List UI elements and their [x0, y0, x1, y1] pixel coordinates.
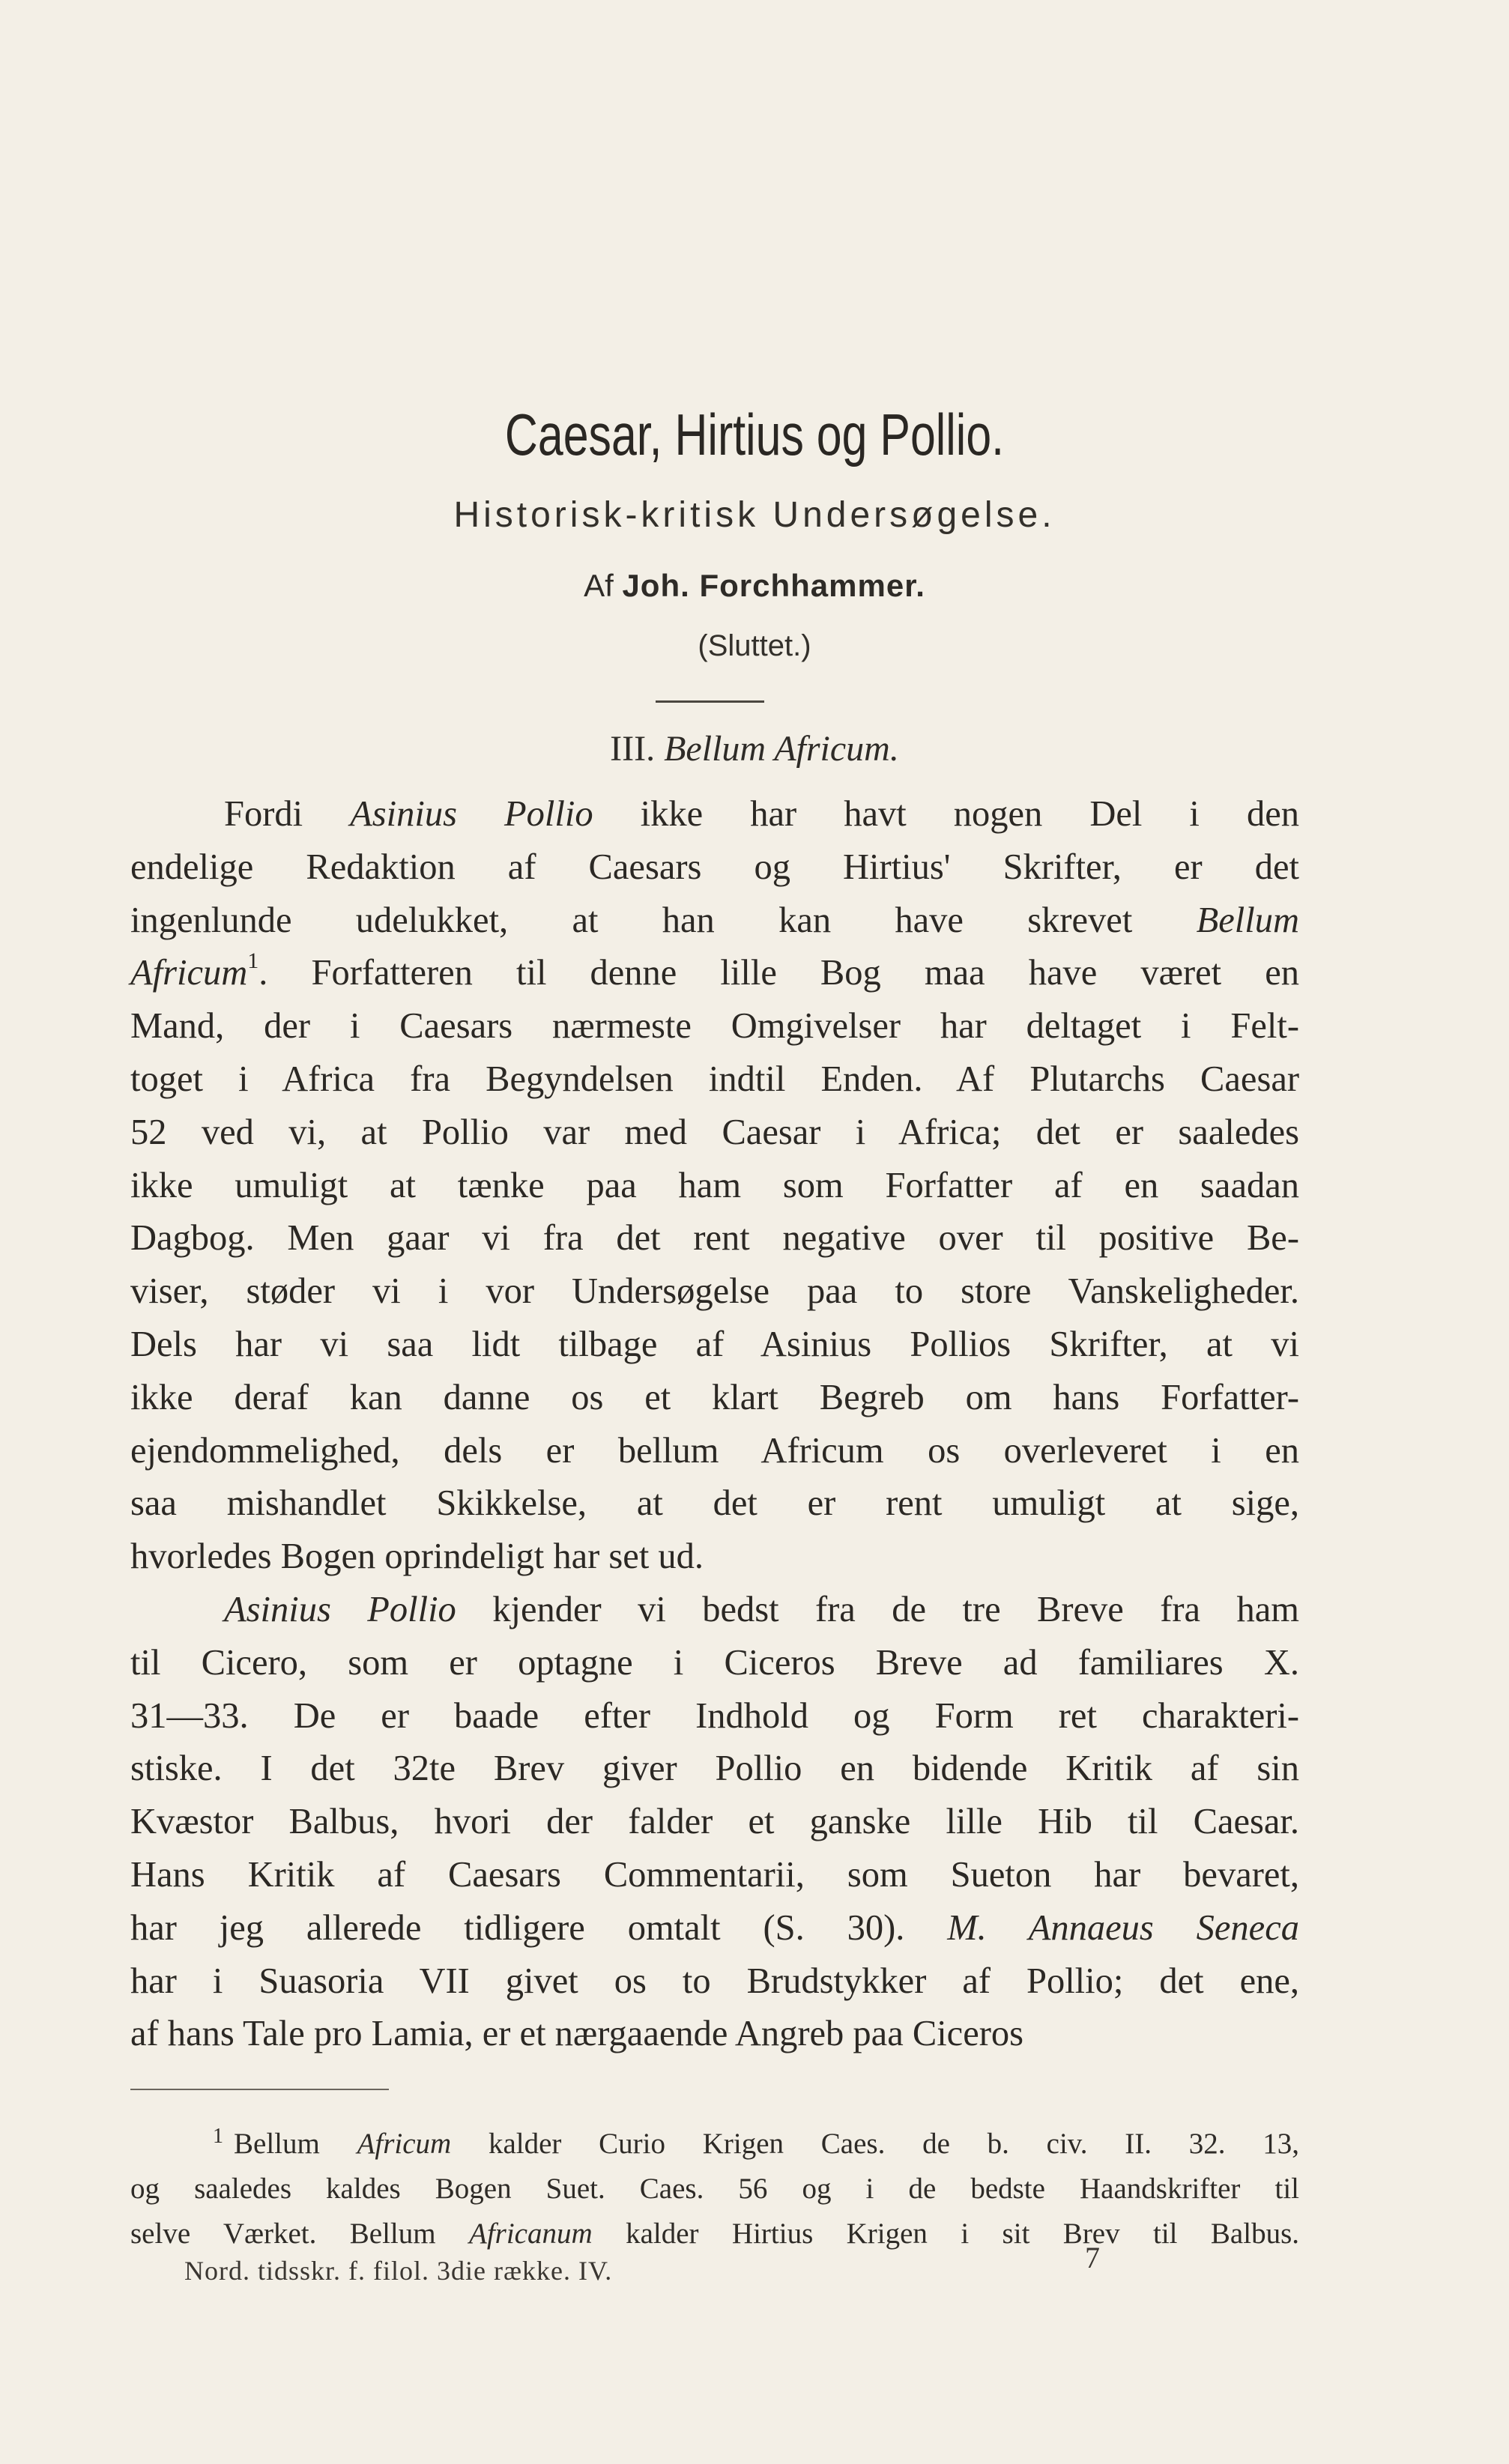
text-run: 52 ved vi, at Pollio var med Caesar i Africa; det er saaledes [130, 1112, 1299, 1152]
text-line [130, 1265, 1299, 1319]
italic-run: Asinius Pollio [350, 794, 593, 834]
footnote-line [130, 2212, 1299, 2256]
text-run: Hans Kritik af Caesars Commentarii, som Sueton har bevaret, [130, 1854, 1299, 1895]
text-run: har i Suasoria VII givet os to Brudstykker af Pollio; det ene, [130, 1961, 1299, 2001]
author-name: Joh. Forchhammer. [622, 568, 925, 603]
article-author [0, 568, 1509, 604]
text-line [130, 2008, 1299, 2061]
section-number: III. [610, 729, 656, 769]
italic-run: Bellum [1196, 900, 1299, 940]
text-line [130, 1637, 1299, 1690]
text-run: af hans Tale pro Lamia, er et nærgaaende Angreb paa Ciceros [130, 2014, 1024, 2054]
text-run: kjender vi bedst fra de tre Breve fra ham [456, 1589, 1299, 1629]
text-line [130, 1160, 1299, 1213]
text-line [130, 1000, 1299, 1053]
footnote-divider [130, 2089, 389, 2090]
text-line [130, 1743, 1299, 1796]
text-line [130, 1319, 1299, 1372]
author-prefix: Af [584, 568, 614, 603]
text-run: viser, støder vi i vor Undersøgelse paa to store Vanskeligheder. [130, 1271, 1299, 1312]
text-run: kalder Curio Krigen Caes. de b. civ. II. 32. 13, [451, 2128, 1299, 2160]
continuation-status: (Sluttet.) [698, 629, 811, 662]
text-line [130, 1107, 1299, 1160]
text-run: til Cicero, som er optagne i Ciceros Breve ad familiares X. [130, 1642, 1299, 1683]
text-line [130, 1955, 1299, 2009]
text-run: ejendommelighed, dels er bellum Africum os overleveret i en [130, 1430, 1299, 1471]
footnote-reference[interactable]: 1 [247, 948, 259, 974]
text-line [130, 1053, 1299, 1107]
italic-run: Asinius Pollio [224, 1589, 456, 1629]
body-text [130, 788, 1299, 2061]
text-run: har jeg allerede tidligere omtalt (S. 30). [130, 1907, 948, 1948]
text-line [130, 1425, 1299, 1478]
article-title: Caesar, Hirtius og Pollio. [504, 402, 1005, 467]
text-run: ikke deraf kan danne os et klart Begreb om hans Forfatter- [130, 1377, 1299, 1417]
header-divider [656, 700, 764, 703]
signature-line: Nord. tidsskr. f. filol. 3die række. IV. [184, 2256, 613, 2286]
text-run: Bellum [234, 2128, 357, 2160]
text-run: 31—33. De er baade efter Indhold og Form ret charakteri- [130, 1695, 1299, 1736]
footnote [130, 2114, 1299, 2256]
section-title: Bellum Africum. [664, 729, 899, 769]
text-run: . Forfatteren til denne lille Bog maa have været en [258, 953, 1299, 993]
text-run: stiske. I det 32te Brev giver Pollio en bidende Kritik af sin [130, 1749, 1299, 1789]
text-line [130, 947, 1299, 1000]
text-run: ikke umuligt at tænke paa ham som Forfatter af en saadan [130, 1165, 1299, 1205]
text-line [130, 1902, 1299, 1955]
text-line [130, 788, 1299, 841]
text-run: Kvæstor Balbus, hvori der falder et ganske lille Hib til Caesar. [130, 1802, 1299, 1842]
text-line [130, 1212, 1299, 1265]
text-line [130, 1690, 1299, 1743]
text-run: Dels har vi saa lidt tilbage af Asinius Pollios Skrifter, at vi [130, 1324, 1299, 1364]
footnote-line [130, 2114, 1299, 2167]
text-line [130, 1584, 1299, 1637]
text-run: endelige Redaktion af Caesars og Hirtius' Skrifter, er det [130, 847, 1299, 887]
footnote-number: 1 [213, 2125, 223, 2148]
text-run: og saaledes kaldes Bogen Suet. Caes. 56 og i de bedste Haandskrifter til [130, 2173, 1299, 2205]
text-line [130, 1531, 1299, 1584]
text-line [130, 1796, 1299, 1849]
italic-run: M. Annaeus Seneca [947, 1907, 1299, 1948]
text-line [130, 1372, 1299, 1425]
text-run: kalder Hirtius Krigen i sit Brev til Balbus. [592, 2218, 1299, 2250]
text-line [130, 1477, 1299, 1531]
section-heading [0, 728, 1509, 769]
text-run: ingenlunde udelukket, at han kan have skrevet [130, 900, 1197, 940]
text-run: toget i Africa fra Begyndelsen indtil Enden. Af Plutarchs Caesar [130, 1059, 1299, 1099]
italic-run: Africanum [469, 2218, 593, 2250]
text-run: hvorledes Bogen oprindeligt har set ud. [130, 1537, 704, 1577]
text-run: Mand, der i Caesars nærmeste Omgivelser har deltaget i Felt- [130, 1006, 1299, 1047]
sheet-number: 7 [1085, 2241, 1100, 2274]
text-run: ikke har havt nogen Del i den [593, 794, 1299, 834]
text-line [130, 1849, 1299, 1902]
article-subtitle: Historisk-kritisk Undersøgelse. [453, 495, 1056, 535]
text-line [130, 895, 1299, 948]
italic-run: Africum [130, 953, 248, 993]
italic-run: Africum [357, 2128, 452, 2160]
text-run: selve Værket. Bellum [130, 2218, 470, 2250]
footnote-line [130, 2167, 1299, 2212]
text-line [130, 841, 1299, 895]
text-run: Dagbog. Men gaar vi fra det rent negative over til positive Be- [130, 1218, 1299, 1259]
text-run: Fordi [224, 794, 351, 834]
text-run: saa mishandlet Skikkelse, at det er rent umuligt at sige, [130, 1483, 1299, 1524]
